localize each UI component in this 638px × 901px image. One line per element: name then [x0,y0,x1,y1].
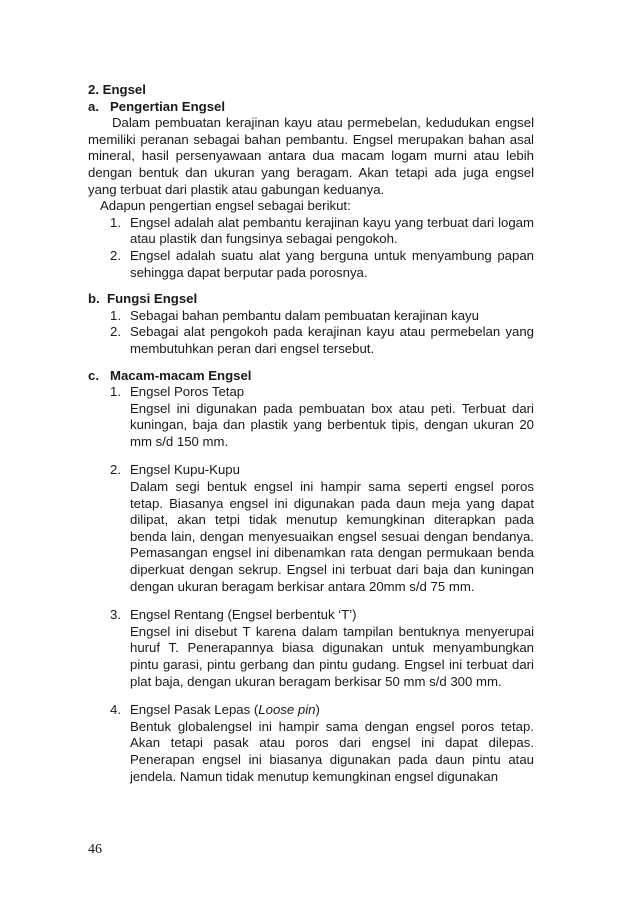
subsection-a-lead: Adapun pengertian engsel sebagai berikut: [100,198,351,214]
hinge-type-description: Dalam segi bentuk engsel ini hampir sama seperti engsel poros tetap. Biasanya engsel ini digunakan pada daun meja yang dapat dilipat, akan tetpi tidak menutup kemungkinan diterapkan pada benda lain, dengan menyesuaikan engsel sesuai dengan bendanya. Pemasangan engsel ini dibenamkan rata dengan permukaan benda diperkuat dengan sekrup. Engsel ini terbuat dari baja dan kuningan dengan ukuran beragam berkisar antara 20mm s/d 75 mm. [130,479,534,594]
list-item: 2. Sebagai alat pengokoh pada kerajinan kayu atau permebelan yang membutuhkan peran dari engsel tersebut. [110,324,534,356]
hinge-type-item [88,607,534,690]
hinge-type-item [88,384,534,450]
section-title: 2. Engsel [88,82,146,97]
list-item: 1. Engsel adalah alat pembantu kerajinan kayu yang terbuat dari logam atau plastik dan fungsinya sebagai pengokoh. [110,214,534,247]
hinge-type-title: 1. Engsel Poros Tetap [110,384,245,400]
definition-list [88,215,534,281]
page-number: 46 [88,842,102,857]
subsection-a-paragraph: Dalam pembuatan kerajinan kayu atau permebelan, kedudukan engsel memiliki peranan sebagai bahan pembantu. Engsel merupakan bahan asal mineral, hasil persenyawaan antara dua macam logam murni atau lebih dengan bentuk dan ukuran yang beragam. Akan tetapi ada juga engsel yang terbuat dari plastik atau gabungan keduanya. [88,115,534,197]
hinge-type-item [88,702,534,785]
hinge-type-item [88,462,534,595]
subsection-c-title: c. Macam-macam Engsel [88,367,252,383]
document-page [88,82,534,785]
hinge-type-title: 4. Engsel Pasak Lepas (Loose pin) [110,702,320,718]
hinge-type-description: Engsel ini disebut T karena dalam tampilan bentuknya menyerupai huruf T. Penerapannya biasa digunakan untuk menyambungkan pintu garasi, pintu gerbang dan pintu gudang. Engsel ini terbuat dari plat baja, dengan ukuran beragam berkisar 50 mm s/d 300 mm. [130,623,534,689]
hinge-type-description: Engsel ini digunakan pada pembuatan box atau peti. Terbuat dari kuningan, baja dan plastik yang berbentuk tipis, dengan ukuran 20 mm s/d 150 mm. [130,400,534,449]
list-item: 2. Engsel adalah suatu alat yang berguna untuk menyambung papan sehingga dapat berputar pada porosnya. [110,247,534,280]
hinge-type-title: 3. Engsel Rentang (Engsel berbentuk ‘T’) [110,607,357,623]
subsection-b-title: b. Fungsi Engsel [88,291,198,307]
subsection-a-title: a. Pengertian Engsel [88,98,226,114]
hinge-type-description: Bentuk globalengsel ini hampir sama dengan engsel poros tetap. Akan tetapi pasak atau poros dari engsel ini dapat dilepas. Penerapan engsel ini biasanya digunakan pada daun pintu atau jendela. Namun tidak menutup kemungkinan engsel digunakan [130,718,534,784]
function-list [88,308,534,358]
list-item: 1. Sebagai bahan pembantu dalam pembuatan kerajinan kayu [110,307,479,323]
hinge-type-title: 2. Engsel Kupu-Kupu [110,462,240,478]
